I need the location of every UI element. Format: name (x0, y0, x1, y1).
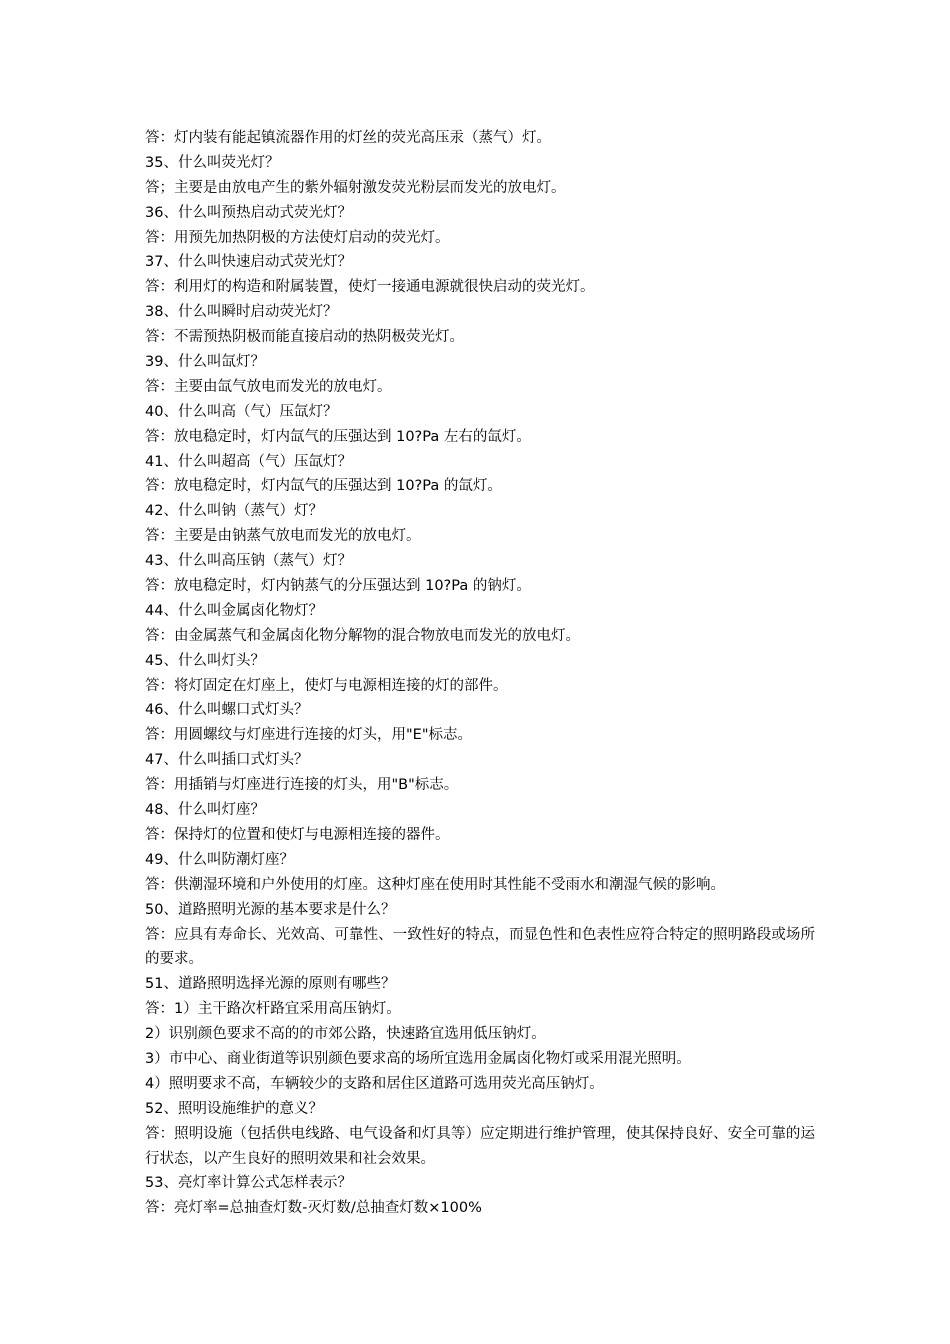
question-52: 52、照明设施维护的意义？ (145, 1100, 323, 1117)
question-40: 40、什么叫高（气）压氙灯？ (145, 403, 338, 420)
answer-38: 答：不需预热阴极而能直接启动的热阴极荧光灯。 (145, 329, 464, 346)
question-53: 53、亮灯率计算公式怎样表示？ (145, 1175, 352, 1192)
question-44: 44、什么叫金属卤化物灯？ (145, 602, 323, 619)
document-body (145, 126, 815, 1221)
answer-50: 答：应具有寿命长、光效高、可靠性、一致性好的特点，而显色性和色表性应符合特定的照明路段或场所的要求。 (145, 926, 815, 968)
answer-46: 答：用圆螺纹与灯座进行连接的灯头，用"E"标志。 (145, 727, 472, 744)
question-39: 39、什么叫氙灯？ (145, 354, 265, 371)
answer-42: 答：主要是由钠蒸气放电而发光的放电灯。 (145, 528, 421, 545)
question-50: 50、道路照明光源的基本要求是什么？ (145, 901, 396, 918)
answer-44: 答：由金属蒸气和金属卤化物分解物的混合物放电而发光的放电灯。 (145, 627, 580, 644)
question-35: 35、什么叫荧光灯？ (145, 154, 280, 171)
answer-35: 答；主要是由放电产生的紫外辐射激发荧光粉层而发光的放电灯。 (145, 179, 566, 196)
answer-39: 答：主要由氙气放电而发光的放电灯。 (145, 378, 392, 395)
answer-51-item-4: 4）照明要求不高，车辆较少的支路和居住区道路可选用荧光高压钠灯。 (145, 1075, 604, 1092)
question-42: 42、什么叫钠（蒸气）灯？ (145, 503, 323, 520)
answer-36: 答：用预先加热阴极的方法使灯启动的荧光灯。 (145, 229, 450, 246)
question-37: 37、什么叫快速启动式荧光灯？ (145, 254, 352, 271)
question-49: 49、什么叫防潮灯座？ (145, 851, 294, 868)
question-36: 36、什么叫预热启动式荧光灯？ (145, 204, 352, 221)
answer-53: 答：亮灯率=总抽查灯数-灭灯数/总抽查灯数×100% (145, 1200, 482, 1217)
question-43: 43、什么叫高压钠（蒸气）灯？ (145, 553, 352, 570)
answer-48: 答：保持灯的位置和使灯与电源相连接的器件。 (145, 826, 450, 843)
question-47: 47、什么叫插口式灯头？ (145, 752, 309, 769)
answer-43: 答：放电稳定时，灯内钠蒸气的分压强达到 10?Pa 的钠灯。 (145, 578, 531, 595)
answer-51-item-2: 2）识别颜色要求不高的的市郊公路，快速路宜选用低压钠灯。 (145, 1026, 546, 1043)
question-45: 45、什么叫灯头？ (145, 652, 265, 669)
answer-47: 答：用插销与灯座进行连接的灯头，用"B"标志。 (145, 777, 459, 794)
answer-45: 答：将灯固定在灯座上，使灯与电源相连接的灯的部件。 (145, 677, 508, 694)
question-48: 48、什么叫灯座？ (145, 802, 265, 819)
question-46: 46、什么叫螺口式灯头？ (145, 702, 309, 719)
answer-51-item-1: 答：1）主干路次杆路宜采用高压钠灯。 (145, 1001, 401, 1018)
answer-41: 答：放电稳定时，灯内氙气的压强达到 10?Pa 的氙灯。 (145, 478, 502, 495)
answer-51-item-3: 3）市中心、商业街道等识别颜色要求高的场所宜选用金属卤化物灯或采用混光照明。 (145, 1050, 691, 1067)
question-51: 51、道路照明选择光源的原则有哪些？ (145, 976, 396, 993)
answer-49: 答：供潮湿环境和户外使用的灯座。这种灯座在使用时其性能不受雨水和潮湿气候的影响。 (145, 876, 725, 893)
question-38: 38、什么叫瞬时启动荧光灯？ (145, 304, 338, 321)
answer-40: 答：放电稳定时，灯内氙气的压强达到 10?Pa 左右的氙灯。 (145, 428, 531, 445)
answer-line: 答：灯内装有能起镇流器作用的灯丝的荧光高压汞（蒸气）灯。 (145, 130, 551, 146)
answer-37: 答：利用灯的构造和附属装置，使灯一接通电源就很快启动的荧光灯。 (145, 279, 595, 296)
answer-52: 答：照明设施（包括供电线路、电气设备和灯具等）应定期进行维护管理，使其保持良好、安全可靠的运行状态，以产生良好的照明效果和社会效果。 (145, 1125, 815, 1167)
question-41: 41、什么叫超高（气）压氙灯？ (145, 453, 352, 470)
